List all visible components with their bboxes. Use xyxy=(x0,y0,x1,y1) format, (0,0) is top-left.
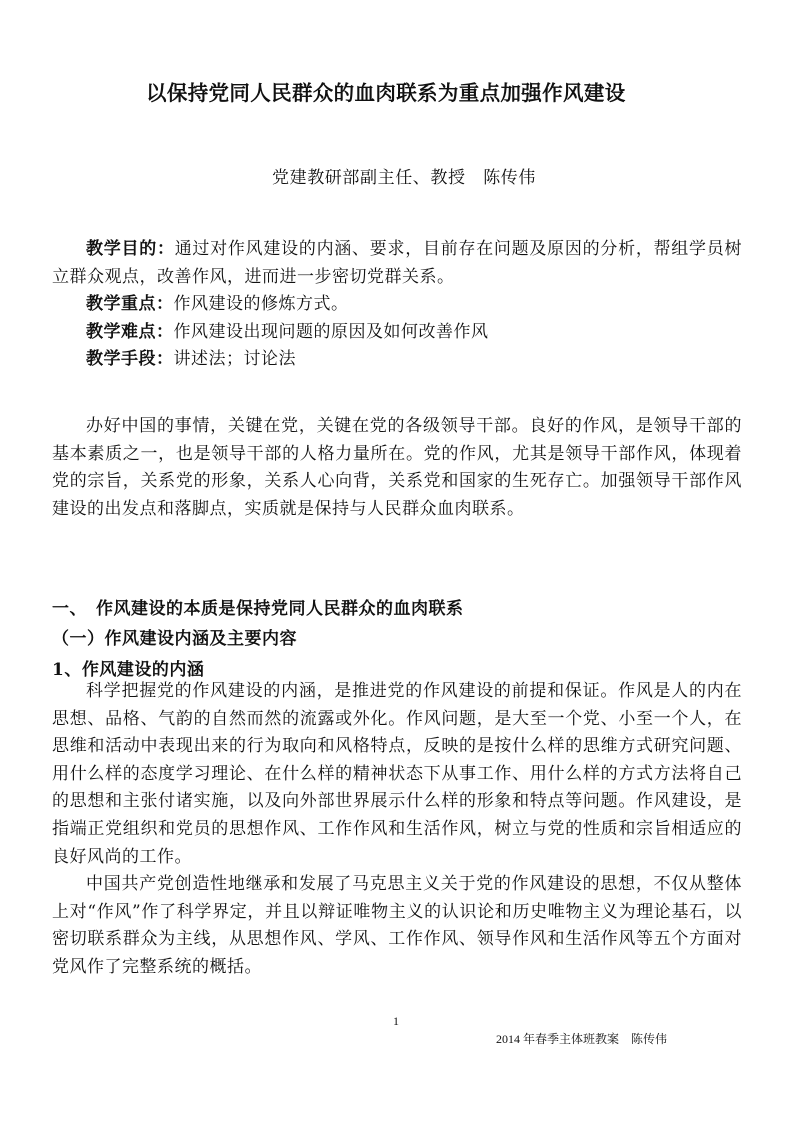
meta-method-text: 讲述法；讨论法 xyxy=(173,349,296,370)
intro-section xyxy=(52,413,742,523)
author-line: 党建教研部副主任、教授 陈传伟 xyxy=(272,168,536,188)
body-paragraph-1: 科学把握党的作风建设的内涵，是推进党的作风建设的前提和保证。作风是人的内在思想、品格、气韵的自然而然的流露或外化。作风问题，是大至一个党、小至一个人，在思维和活动中表现出来的行为取向和风格特点，反映的是按什么样的思维方式研究问题、用什么样的态度学习理论、在什么样的精神状态下从事工作、用什么样的方式方法将自己的思想和主张付诸实施，以及向外部世界展示什么样的形象和特点等问题。作风建设，是指端正党组织和党员的思想作风、工作作风和生活作风，树立与党的性质和宗旨相适应的良好风尚的工作。 xyxy=(52,681,742,867)
page-footer: 2014 年春季主体班教案 陈传伟 xyxy=(496,1032,668,1046)
meta-difficulty-text: 作风建设出现问题的原因及如何改善作风 xyxy=(173,321,489,342)
intro-paragraph: 办好中国的事情，关键在党，关键在党的各级领导干部。良好的作风，是领导干部的基本素质之一，也是领导干部的人格力量所在。党的作风，尤其是领导干部作风，体现着党的宗旨，关系党的形象，关系人心向背，关系党和国家的生死存亡。加强领导干部作风建设的出发点和落脚点，实质就是保持与人民群众血肉联系。 xyxy=(52,416,742,519)
body-paragraph-2: 中国共产党创造性地继承和发展了马克思主义关于党的作风建设的思想，不仅从整体上对“作风”作了科学界定，并且以辩证唯物主义的认识论和历史唯物主义为理论基石，以密切联系群众为主线，从思想作风、学风、工作作风、领导作风和生活作风等五个方面对党风作了完整系统的概括。 xyxy=(52,874,742,977)
meta-focus-label: 教学重点： xyxy=(86,294,174,315)
meta-method-label: 教学手段： xyxy=(86,349,174,370)
section-heading-1: 一、 作风建设的本质是保持党同人民群众的血肉联系 xyxy=(52,599,464,619)
meta-focus xyxy=(52,291,742,319)
teaching-meta xyxy=(52,236,742,374)
document-title: 以保持党同人民群众的血肉联系为重点加强作风建设 xyxy=(146,81,626,105)
meta-difficulty xyxy=(52,319,742,347)
meta-difficulty-label: 教学难点： xyxy=(86,321,174,342)
meta-method xyxy=(52,346,742,374)
subsection-heading: （一）作风建设内涵及主要内容 xyxy=(52,629,297,649)
subsubsection-heading: 1、作风建设的内涵 xyxy=(52,660,205,680)
page-number: 1 xyxy=(393,1014,399,1028)
meta-purpose-text: 通过对作风建设的内涵、要求，目前存在问题及原因的分析，帮组学员树立群众观点，改善作风，进而进一步密切党群关系。 xyxy=(52,239,743,287)
meta-purpose-label: 教学目的： xyxy=(86,239,175,259)
meta-focus-text: 作风建设的修炼方式。 xyxy=(173,294,349,315)
section-body xyxy=(52,678,742,982)
meta-purpose xyxy=(52,236,742,291)
